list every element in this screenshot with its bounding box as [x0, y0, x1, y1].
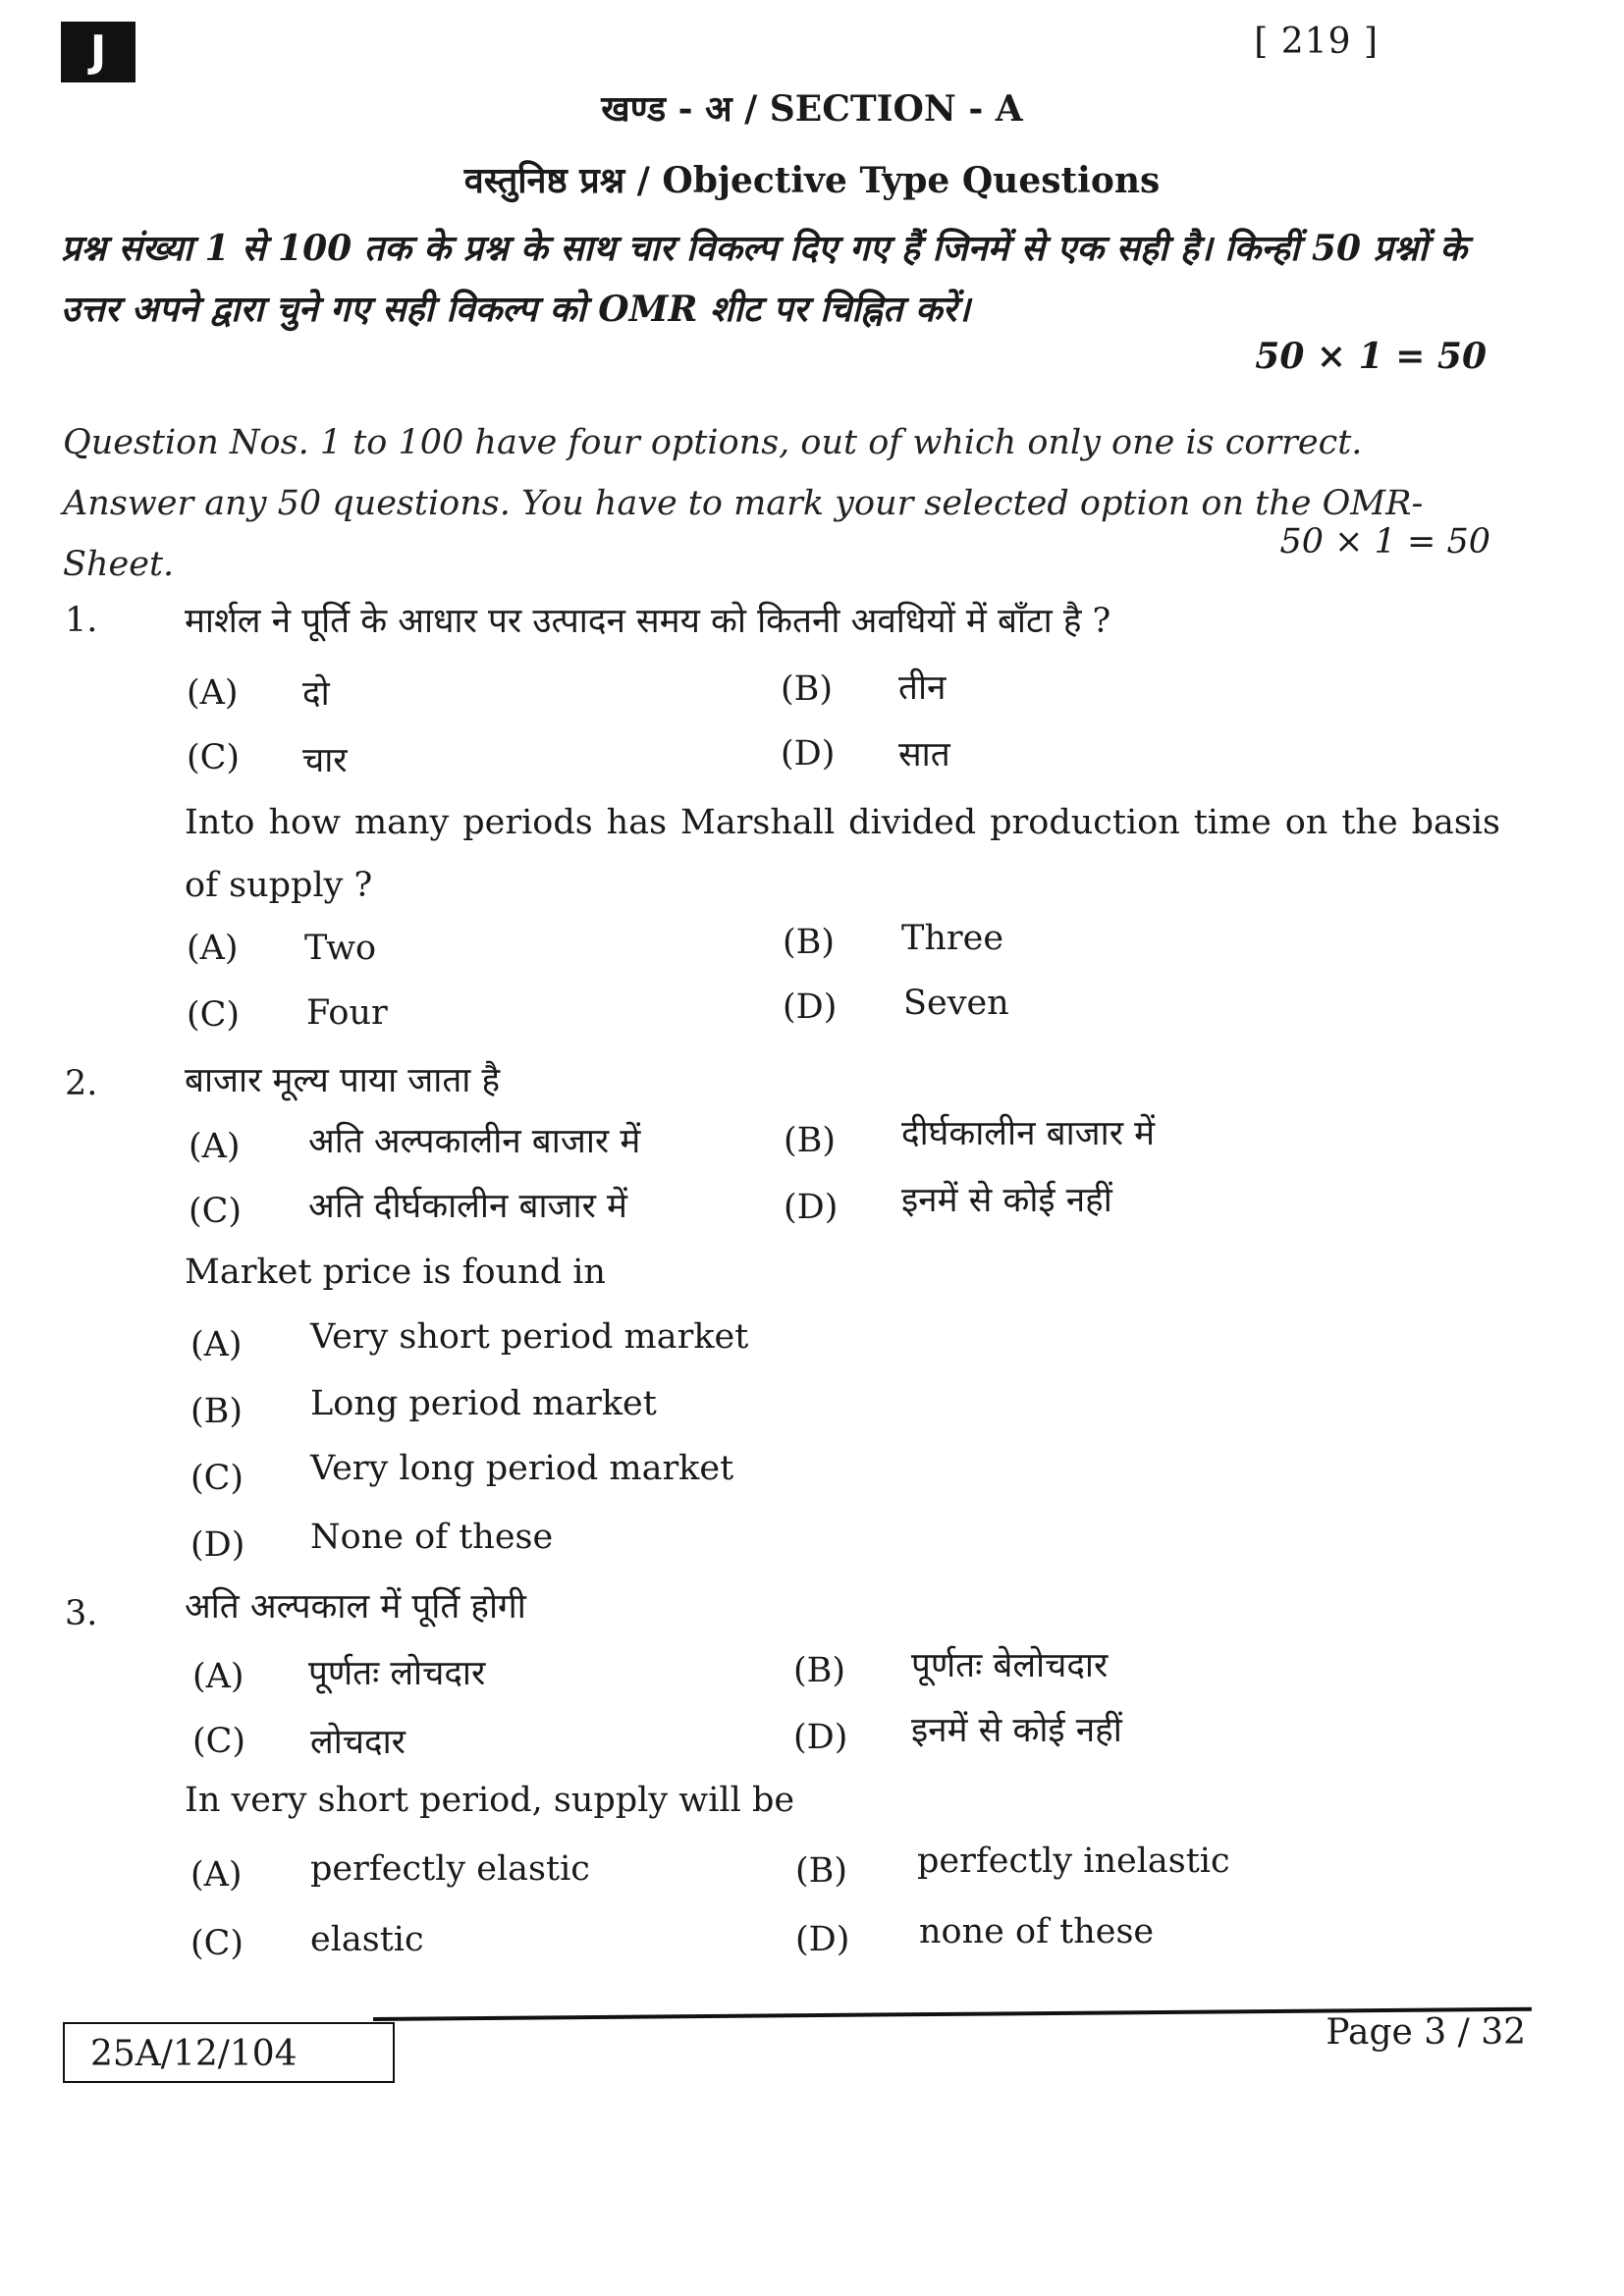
- option-text: Very long period market: [310, 1449, 734, 1488]
- option-label: (B): [793, 1651, 846, 1690]
- page-number: Page 3 / 32: [1326, 2012, 1526, 2053]
- page-reference: [ 219 ]: [1254, 22, 1379, 62]
- option-text: Very short period market: [310, 1317, 749, 1357]
- option-label: (A): [190, 1325, 243, 1364]
- option-label: (B): [781, 669, 834, 709]
- option-text: पूर्णतः लोचदार: [308, 1654, 486, 1693]
- option-text: Seven: [903, 984, 1009, 1023]
- marks-hindi: 50 × 1 = 50: [1255, 336, 1487, 377]
- option-label: (A): [192, 1657, 244, 1696]
- option-text: none of these: [919, 1912, 1155, 1951]
- option-label: (D): [781, 734, 836, 774]
- option-label: (C): [192, 1722, 246, 1761]
- question-text-english: Market price is found in: [185, 1253, 606, 1292]
- option-text: इनमें से कोई नहीं: [911, 1711, 1122, 1750]
- option-text: perfectly inelastic: [917, 1842, 1230, 1881]
- instructions-english: Question Nos. 1 to 100 have four options, out of which only one is correct. Answer any 50 questions. You have to mark your selected option on the OMR-Sheet.: [63, 423, 1424, 584]
- option-label: (A): [190, 1855, 243, 1895]
- question-text-english: In very short period, supply will be: [185, 1781, 795, 1820]
- option-text: perfectly elastic: [310, 1849, 590, 1889]
- option-label: (B): [795, 1851, 848, 1891]
- option-text: अति दीर्घकालीन बाजार में: [308, 1187, 627, 1226]
- question-text-hindi: मार्शल ने पूर्ति के आधार पर उत्पादन समय को कितनी अवधियों में बाँटा है ?: [185, 602, 1111, 641]
- option-label: (B): [784, 1121, 837, 1160]
- option-label: (A): [187, 929, 239, 968]
- option-text: इनमें से कोई नहीं: [901, 1181, 1112, 1220]
- option-label: (C): [187, 738, 241, 777]
- question-number: 1.: [65, 601, 98, 640]
- instructions-hindi: प्रश्न संख्या 1 से 100 तक के प्रश्न के साथ चार विकल्प दिए गए हैं जिनमें से एक सही है। किन्हीं 50 प्रश्नों के उत्तर अपने द्वारा चुने गए सही विकल्प को OMR शीट पर चिह्नित करें।: [61, 228, 1467, 330]
- option-text: दो: [302, 674, 330, 714]
- option-label: (D): [783, 988, 838, 1027]
- question-text-hindi: अति अल्पकाल में पूर्ति होगी: [185, 1587, 526, 1627]
- question-text-english: Into how many periods has Marshall divided production time on the basis of supply ?: [185, 803, 1500, 905]
- option-label: (D): [793, 1718, 848, 1757]
- option-text: सात: [898, 735, 950, 774]
- option-label: (C): [190, 1924, 244, 1963]
- question-number: 2.: [65, 1064, 98, 1103]
- option-label: (C): [189, 1192, 243, 1231]
- option-label: (B): [783, 923, 836, 962]
- paper-code: 25A/12/104: [63, 2022, 395, 2083]
- marks-english: 50 × 1 = 50: [1279, 522, 1490, 561]
- option-label: (A): [187, 673, 239, 713]
- option-text: Four: [306, 993, 388, 1033]
- option-text: लोचदार: [310, 1723, 406, 1762]
- option-label: (D): [784, 1188, 839, 1227]
- option-label: (C): [190, 1459, 244, 1498]
- option-text: पूर्णतः बेलोचदार: [911, 1646, 1109, 1685]
- option-label: (D): [190, 1525, 245, 1565]
- option-text: None of these: [310, 1518, 554, 1557]
- option-text: चार: [302, 741, 348, 780]
- option-text: Two: [304, 929, 377, 968]
- option-label: (D): [795, 1920, 850, 1959]
- option-text: दीर्घकालीन बाजार में: [901, 1114, 1156, 1153]
- set-badge: J: [61, 22, 135, 82]
- option-text: Long period market: [310, 1384, 657, 1423]
- option-label: (C): [187, 995, 241, 1035]
- section-title: खण्ड - अ / SECTION - A: [601, 88, 1023, 130]
- option-text: अति अल्पकालीन बाजार में: [308, 1122, 641, 1161]
- option-text: Three: [901, 919, 1004, 958]
- option-label: (B): [190, 1392, 244, 1431]
- question-text-hindi: बाजार मूल्य पाया जाता है: [185, 1061, 501, 1100]
- section-subtitle: वस्तुनिष्ठ प्रश्न / Objective Type Questions: [463, 160, 1161, 201]
- option-text: तीन: [898, 668, 947, 708]
- option-text: elastic: [310, 1920, 424, 1959]
- option-label: (A): [189, 1127, 241, 1166]
- question-number: 3.: [65, 1594, 98, 1633]
